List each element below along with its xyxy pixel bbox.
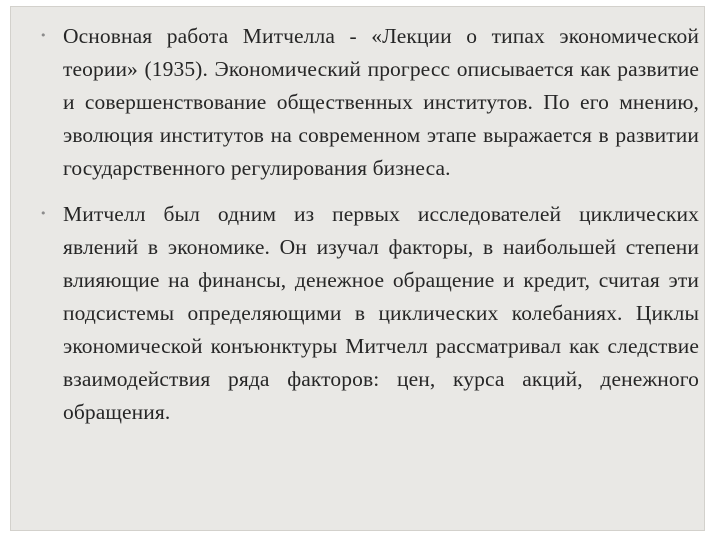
bullet-item-mitchell-main-work xyxy=(37,20,699,185)
content-panel xyxy=(10,6,705,531)
bullet-icon: • xyxy=(40,207,47,220)
bullet-text: Основная работа Митчелла - «Лекции о типах экономической теории» (1935). Экономический прогресс описывается как развитие и совершенствование общественных институтов. По его мнению, эволюция институтов на современном этапе выражается в развитии государственного регулирования бизнеса. xyxy=(63,24,699,180)
bullet-text: Митчелл был одним из первых исследователей циклических явлений в экономике. Он изучал факторы, в наибольшей степени влияющие на финансы, денежное обращение и кредит, считая эти подсистемы определяющими в циклических колебаниях. Циклы экономической конъюнктуры Митчелл рассматривал как следствие взаимодействия ряда факторов: цен, курса акций, денежного обращения. xyxy=(63,202,699,424)
bullet-icon: • xyxy=(40,29,47,42)
bullet-list xyxy=(37,20,699,442)
bullet-item-mitchell-cycles xyxy=(37,198,699,429)
